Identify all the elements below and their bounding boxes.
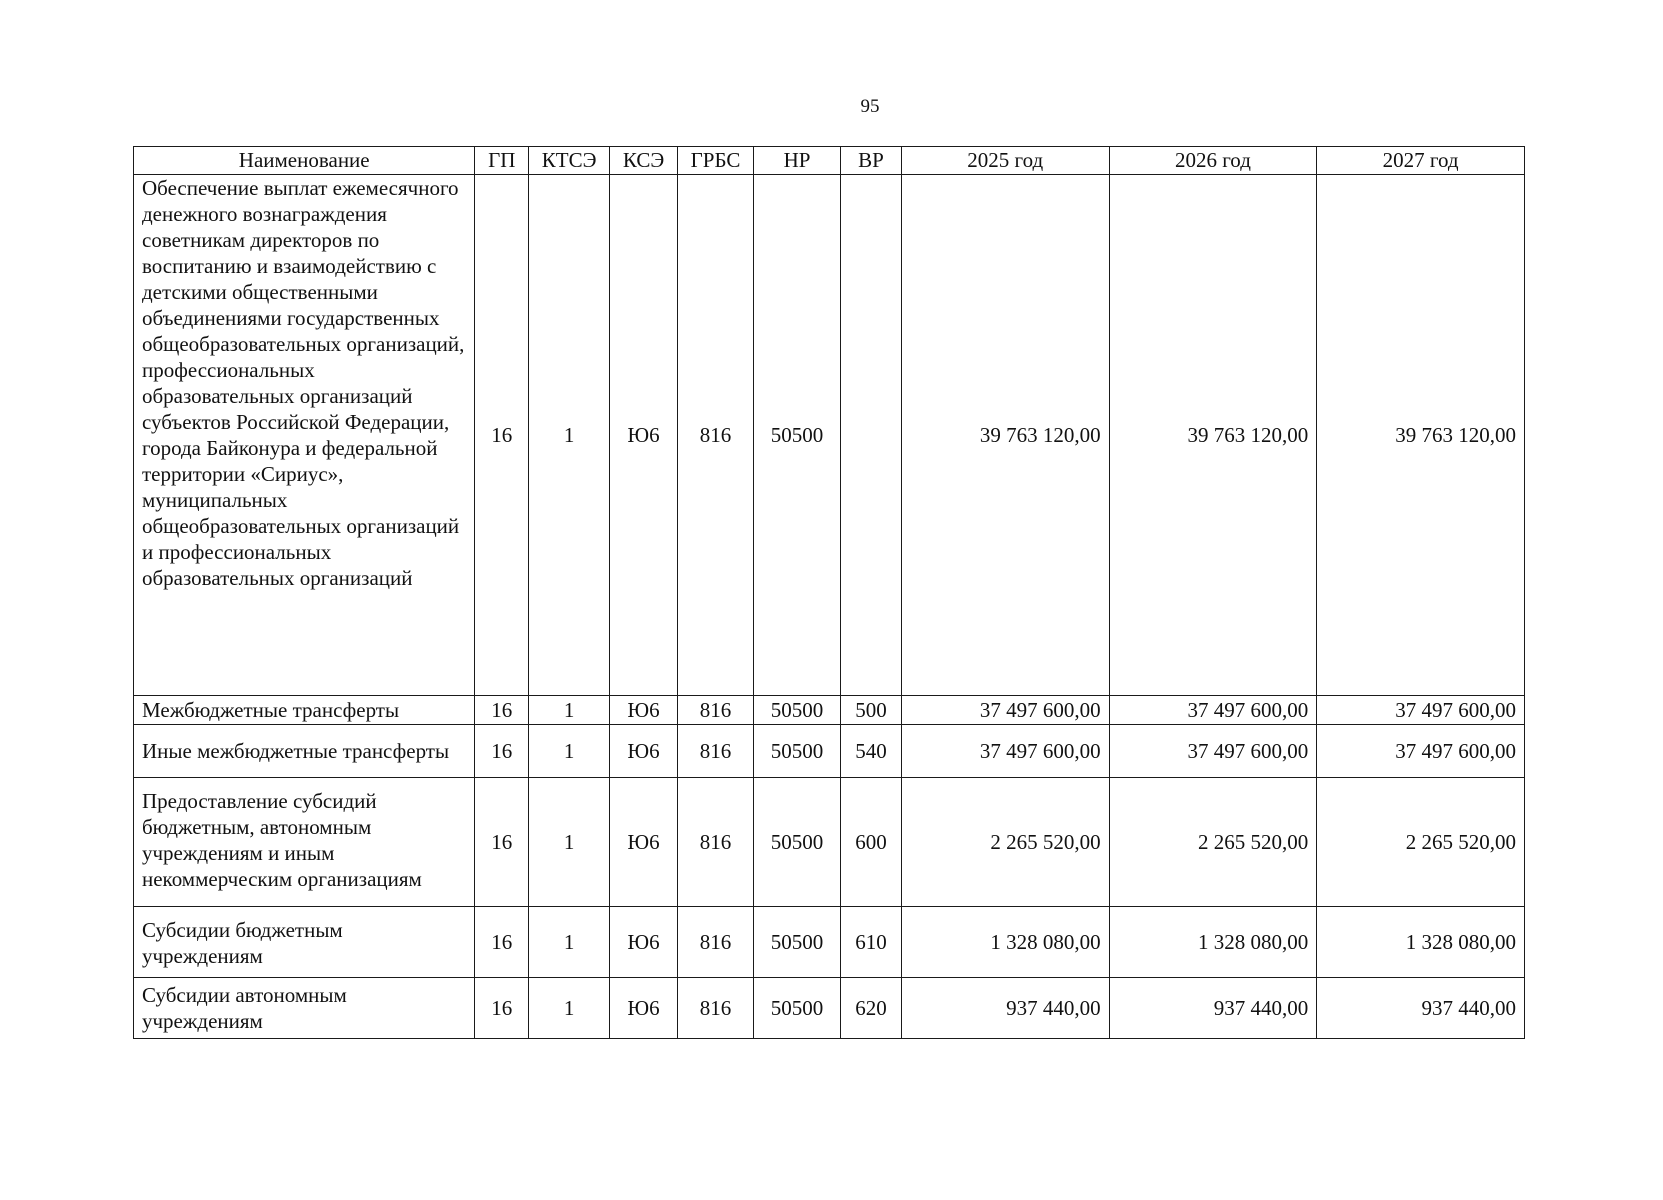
row-ktse: 1 [529,907,610,978]
header-row [134,147,1525,175]
row-kse: Ю6 [610,175,678,696]
row-kse: Ю6 [610,778,678,907]
row-2025: 37 497 600,00 [901,696,1109,725]
row-vr [841,175,902,696]
row-vr: 620 [841,978,902,1039]
row-grbs: 816 [678,725,754,778]
row-2025: 39 763 120,00 [901,175,1109,696]
row-vr: 610 [841,907,902,978]
row-kse: Ю6 [610,725,678,778]
row-name: Субсидии автономным учреждениям [134,978,475,1039]
row-ktse: 1 [529,696,610,725]
row-2025: 37 497 600,00 [901,725,1109,778]
row-name: Иные межбюджетные трансферты [134,725,475,778]
header-2027: 2027 год [1317,147,1525,175]
header-2026: 2026 год [1109,147,1317,175]
header-gp: ГП [475,147,529,175]
row-nr: 50500 [753,907,840,978]
row-2027: 37 497 600,00 [1317,696,1525,725]
header-nr: НР [753,147,840,175]
row-ktse: 1 [529,175,610,696]
header-grbs: ГРБС [678,147,754,175]
row-vr: 500 [841,696,902,725]
row-name: Субсидии бюджетным учреждениям [134,907,475,978]
table-header [134,147,1525,175]
row-2027: 2 265 520,00 [1317,778,1525,907]
row-2027: 39 763 120,00 [1317,175,1525,696]
row-grbs: 816 [678,778,754,907]
row-2025: 937 440,00 [901,978,1109,1039]
table-row [134,725,1525,778]
header-ktse: КТСЭ [529,147,610,175]
row-gp: 16 [475,978,529,1039]
row-grbs: 816 [678,175,754,696]
row-gp: 16 [475,696,529,725]
row-vr: 540 [841,725,902,778]
row-nr: 50500 [753,778,840,907]
table-row [134,175,1525,696]
row-grbs: 816 [678,696,754,725]
table-row [134,907,1525,978]
row-ktse: 1 [529,978,610,1039]
row-2027: 1 328 080,00 [1317,907,1525,978]
row-name: Обеспечение выплат ежемесячного денежного вознаграждения советникам директоров по воспитанию и взаимодействию с детскими общественными объединениями государственных общеобразовательных организаций, профессиональных образовательных организаций субъектов Российской Федерации, города Байконура и федеральной территории «Сириус», муниципальных общеобразовательных организаций и профессиональных образовательных организаций [134,175,475,696]
header-kse: КСЭ [610,147,678,175]
row-2027: 37 497 600,00 [1317,725,1525,778]
row-grbs: 816 [678,907,754,978]
row-gp: 16 [475,175,529,696]
row-vr: 600 [841,778,902,907]
header-vr: ВР [841,147,902,175]
row-nr: 50500 [753,725,840,778]
row-2026: 1 328 080,00 [1109,907,1317,978]
row-gp: 16 [475,907,529,978]
table-row [134,778,1525,907]
row-ktse: 1 [529,778,610,907]
row-nr: 50500 [753,696,840,725]
budget-table [133,146,1525,1039]
row-2026: 937 440,00 [1109,978,1317,1039]
header-2025: 2025 год [901,147,1109,175]
table-body [134,175,1525,1039]
table-row [134,978,1525,1039]
row-nr: 50500 [753,978,840,1039]
row-name: Межбюджетные трансферты [134,696,475,725]
row-kse: Ю6 [610,696,678,725]
row-2027: 937 440,00 [1317,978,1525,1039]
header-name: Наименование [134,147,475,175]
row-2026: 39 763 120,00 [1109,175,1317,696]
row-kse: Ю6 [610,907,678,978]
row-2025: 1 328 080,00 [901,907,1109,978]
row-grbs: 816 [678,978,754,1039]
page-number: 95 [860,96,880,117]
row-2026: 37 497 600,00 [1109,725,1317,778]
row-gp: 16 [475,778,529,907]
row-2026: 37 497 600,00 [1109,696,1317,725]
table-row [134,696,1525,725]
row-2025: 2 265 520,00 [901,778,1109,907]
row-ktse: 1 [529,725,610,778]
row-2026: 2 265 520,00 [1109,778,1317,907]
row-kse: Ю6 [610,978,678,1039]
row-gp: 16 [475,725,529,778]
row-nr: 50500 [753,175,840,696]
row-name: Предоставление субсидий бюджетным, автономным учреждениям и иным некоммерческим организациям [134,778,475,907]
